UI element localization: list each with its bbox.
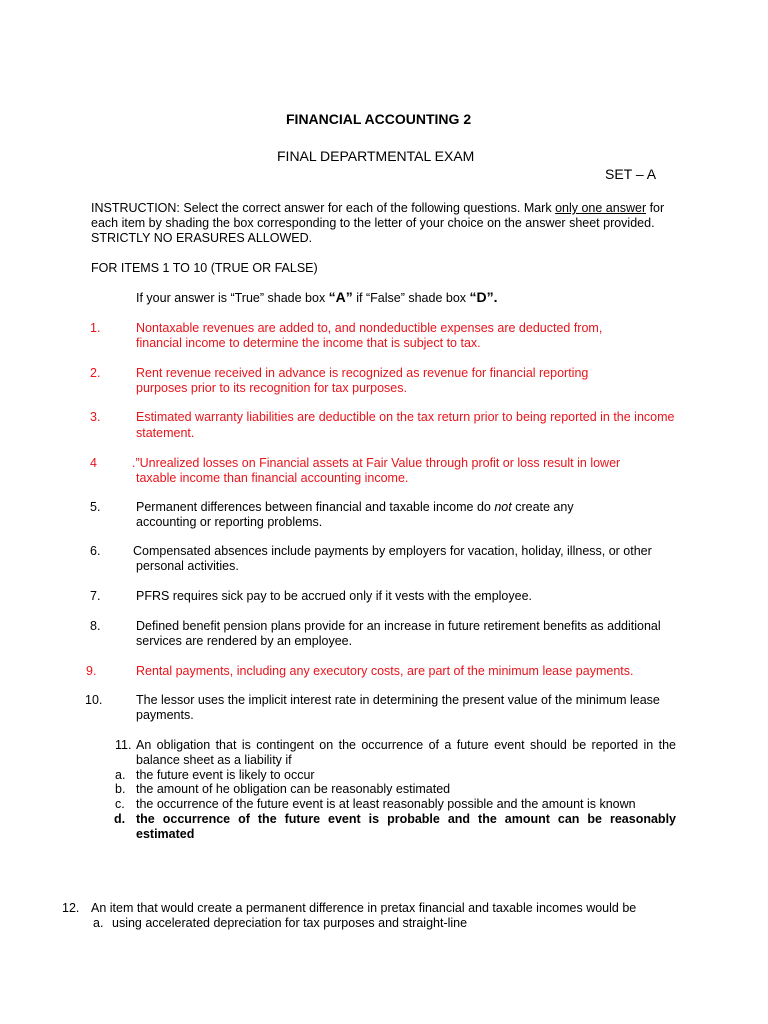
tf-heading: FOR ITEMS 1 TO 10 (TRUE OR FALSE) (91, 261, 318, 275)
item-text: Rental payments, including any executory costs, are part of the minimum lease payments. (136, 664, 634, 678)
item-text: personal activities. (136, 559, 239, 573)
option-text: using accelerated depreciation for tax purposes and straight-line (112, 916, 468, 930)
question-number: 11. (115, 738, 132, 752)
item-text: Estimated warranty liabilities are deductible on the tax return prior to being reported in the income (136, 410, 675, 424)
tf-rule: If your answer is “True” shade box “A” if “False” shade box “D”. (136, 289, 498, 305)
item-text: Permanent differences between financial and taxable income do not create any (136, 500, 574, 514)
option-letter: a. (93, 916, 104, 930)
exam-set: SET – A (605, 166, 657, 182)
option-letter: b. (115, 782, 126, 796)
question-number: 12. (62, 901, 80, 915)
item-number: 4 (90, 456, 97, 470)
item-text: purposes prior to its recognition for tax purposes. (136, 381, 407, 395)
option-text: the occurrence of the future event is at least reasonably possible and the amount is known (136, 797, 636, 811)
item-number: 10. (85, 693, 103, 707)
item-text: services are rendered by an employee. (136, 634, 353, 648)
option-text: the future event is likely to occur (136, 768, 315, 782)
item-number: 6. (90, 544, 101, 558)
item-text: financial income to determine the income that is subject to tax. (136, 336, 481, 350)
item-number: 2. (90, 366, 101, 380)
option-text: the occurrence of the future event is probable and the amount can be reasonably (136, 812, 676, 826)
item-number: 1. (90, 321, 101, 335)
option-letter: d. (114, 812, 126, 826)
option-letter: a. (115, 768, 126, 782)
item-text: Rent revenue received in advance is recognized as revenue for financial reporting (136, 366, 589, 380)
item-number: 3. (90, 410, 101, 424)
item-text: .”Unrealized losses on Financial assets at Fair Value through profit or loss result in lower (132, 456, 621, 470)
item-text: PFRS requires sick pay to be accrued only if it vests with the employee. (136, 589, 533, 603)
exam-subtitle: FINAL DEPARTMENTAL EXAM (277, 148, 475, 164)
instruction-line-1: INSTRUCTION: Select the correct answer for each of the following questions. Mark only one answer for (91, 201, 665, 215)
item-text: statement. (136, 426, 195, 440)
item-text: payments. (136, 708, 194, 722)
item-text: The lessor uses the implicit interest rate in determining the present value of the minimum lease (136, 693, 660, 707)
item-text: Compensated absences include payments by employers for vacation, holiday, illness, or other (133, 544, 652, 558)
item-text: Nontaxable revenues are added to, and nondeductible expenses are deducted from, (136, 321, 603, 335)
instruction-line-3: STRICTLY NO ERASURES ALLOWED. (91, 231, 313, 245)
item-number: 7. (90, 589, 101, 603)
item-text: accounting or reporting problems. (136, 515, 323, 529)
item-number: 9. (86, 664, 97, 678)
instruction-line-2: each item by shading the box corresponding to the letter of your choice on the answer sheet provided. (91, 216, 655, 230)
option-text: estimated (136, 827, 195, 841)
item-number: 8. (90, 619, 101, 633)
item-text: taxable income than financial accounting income. (136, 471, 409, 485)
option-text: the amount of he obligation can be reasonably estimated (136, 782, 451, 796)
question-text: An obligation that is contingent on the occurrence of a future event should be reported in the (136, 738, 676, 752)
item-number: 5. (90, 500, 101, 514)
question-text: An item that would create a permanent difference in pretax financial and taxable incomes would be (91, 901, 637, 915)
item-text: Defined benefit pension plans provide for an increase in future retirement benefits as additional (136, 619, 661, 633)
option-letter: c. (115, 797, 125, 811)
question-text: balance sheet as a liability if (136, 753, 292, 767)
exam-title: FINANCIAL ACCOUNTING 2 (286, 111, 472, 127)
